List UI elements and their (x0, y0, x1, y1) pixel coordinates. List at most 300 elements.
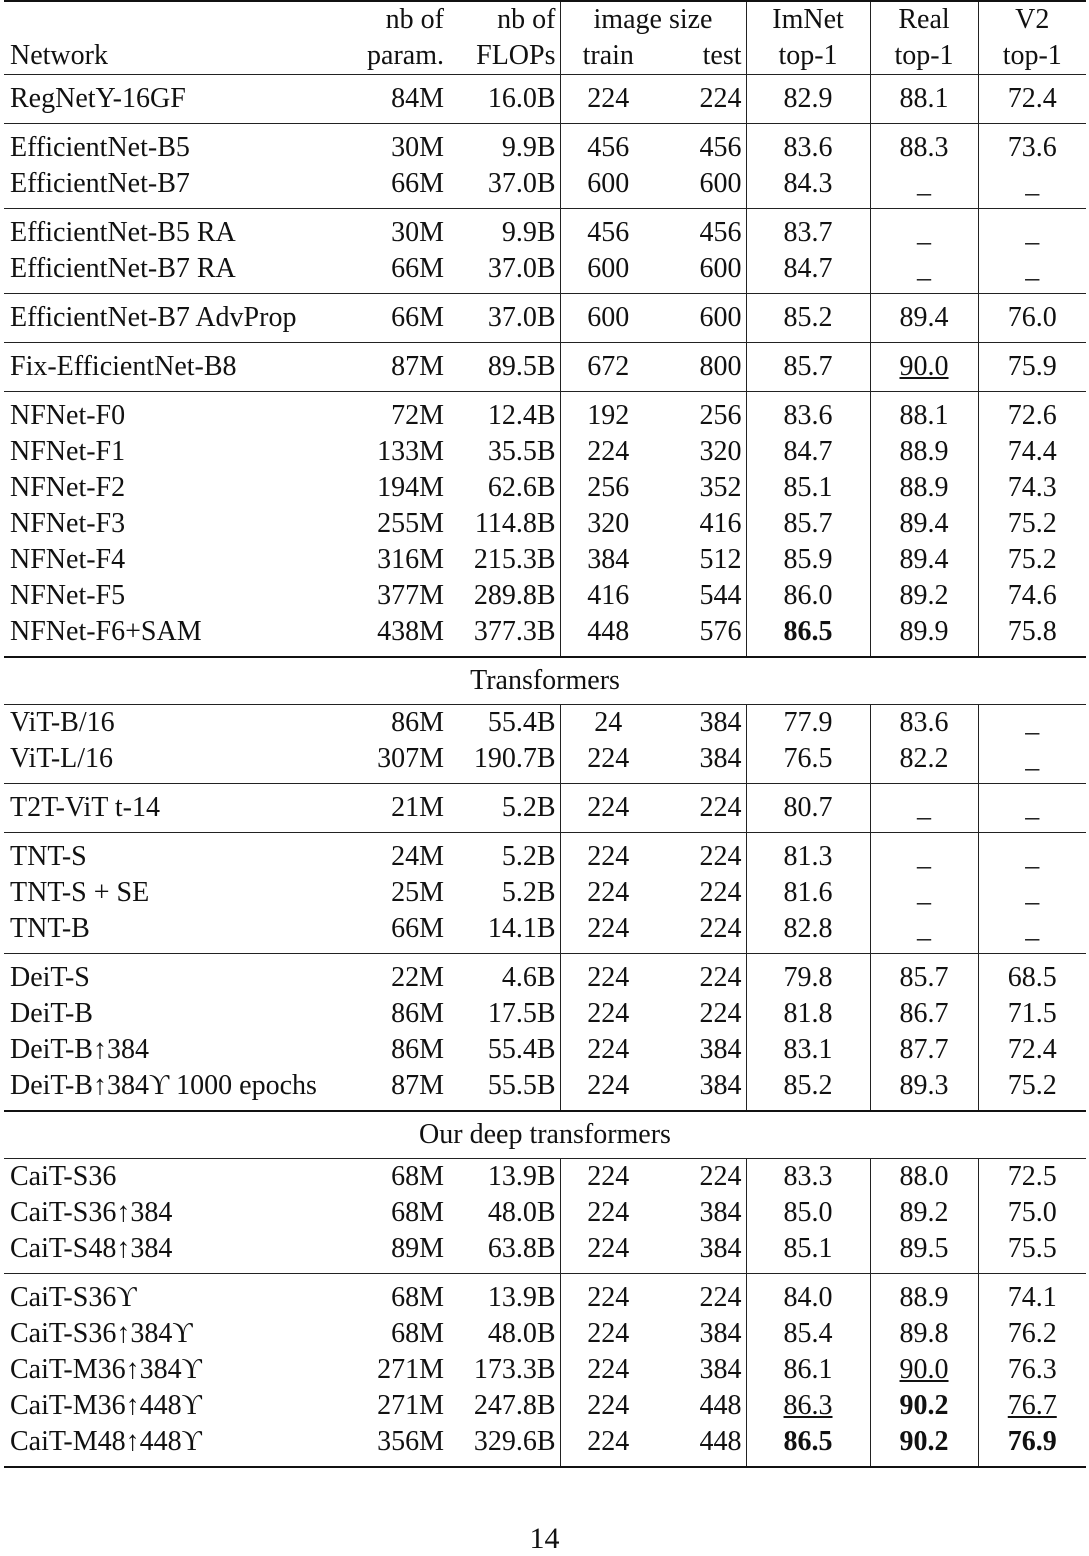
table-row (4, 392, 1086, 435)
table-row (4, 954, 1086, 997)
table-row (4, 578, 1086, 614)
train-size-cell: 416 (560, 578, 656, 614)
table-row (4, 75, 1086, 124)
real-top1-cell: 89.4 (870, 294, 978, 343)
params-cell: 66M (391, 913, 444, 944)
imnet-top1-cell: 84.3 (746, 166, 870, 209)
imnet-top1-cell: 85.2 (746, 1068, 870, 1111)
flops-cell: 13.9B (448, 1274, 560, 1317)
flops-cell: 377.3B (473, 616, 556, 647)
imnet-top1-cell: 81.8 (746, 996, 870, 1032)
train-size-cell: 384 (560, 542, 656, 578)
imnet-top1-cell: 86.5 (746, 614, 870, 657)
real-top1-cell: 90.2 (870, 1388, 978, 1424)
params-cell: 66M (391, 253, 444, 284)
table-row (4, 1159, 1086, 1196)
v2-top1-cell: 73.6 (978, 124, 1086, 167)
v2-top1-cell: 76.0 (978, 294, 1086, 343)
train-size-cell: 224 (560, 1032, 656, 1068)
network-cell: TNT-B (10, 913, 90, 944)
real-top1-cell: _ (870, 875, 978, 911)
imnet-top1-cell: 85.1 (746, 1231, 870, 1274)
real-top1-cell: 89.8 (870, 1316, 978, 1352)
table-row (4, 741, 1086, 784)
test-size-cell: 456 (656, 209, 746, 252)
network-cell: TNT-S (4, 833, 348, 876)
imnet-top1-cell: 86.1 (746, 1352, 870, 1388)
test-size-cell: 416 (699, 508, 742, 539)
flops-cell: 289.8B (473, 580, 556, 611)
network-cell: CaiT-S36↑384 (10, 1197, 173, 1228)
section-header-row (4, 1111, 1086, 1159)
real-top1-cell: 88.9 (870, 1274, 978, 1317)
table-row (4, 911, 1086, 954)
imnet-top1-cell: 85.1 (746, 470, 870, 506)
params-cell: 194M (377, 472, 444, 503)
flops-cell: 63.8B (487, 1233, 556, 1264)
real-top1-cell: 89.5 (870, 1231, 978, 1274)
network-cell: EfficientNet-B7 (10, 168, 190, 199)
params-cell: 66M (391, 168, 444, 199)
params-cell: 30M (348, 124, 448, 167)
test-size-cell: 456 (656, 124, 746, 167)
table-row (4, 784, 1086, 833)
network-cell: EfficientNet-B5 RA (4, 209, 348, 252)
header-row-top (4, 1, 1086, 38)
flops-cell: 37.0B (487, 168, 556, 199)
network-cell: CaiT-M36↑448ϒ (10, 1390, 202, 1421)
v2-top1-cell: _ (978, 251, 1086, 294)
page-number: 14 (529, 1522, 560, 1555)
params-cell: 87M (391, 1070, 444, 1101)
real-top1-cell: 85.7 (870, 954, 978, 997)
train-size-cell: 224 (560, 1274, 656, 1317)
test-size-cell: 352 (699, 472, 742, 503)
flops-cell: 190.7B (473, 743, 556, 774)
real-top1-cell: 88.0 (870, 1159, 978, 1196)
flops-cell: 48.0B (487, 1318, 556, 1349)
imnet-top1-cell: 79.8 (746, 954, 870, 997)
train-size-cell: 224 (560, 1316, 656, 1352)
v2-top1-cell: 74.4 (978, 434, 1086, 470)
real-top1-cell: 89.3 (870, 1068, 978, 1111)
v2-top1-cell: 68.5 (978, 954, 1086, 997)
flops-cell: 4.6B (448, 954, 560, 997)
real-top1-cell: _ (870, 209, 978, 252)
imnet-top1-cell: 85.0 (746, 1195, 870, 1231)
params-cell: 30M (348, 209, 448, 252)
network-cell: EfficientNet-B7 RA (10, 253, 236, 284)
test-size-cell: 448 (699, 1390, 742, 1421)
test-size-cell: 224 (656, 833, 746, 876)
train-size-cell: 600 (560, 166, 656, 209)
flops-cell: 9.9B (448, 124, 560, 167)
params-cell: 25M (391, 877, 444, 908)
table-row (4, 294, 1086, 343)
table-row (4, 1032, 1086, 1068)
params-cell: 271M (377, 1354, 444, 1385)
flops-cell: 13.9B (487, 1161, 556, 1192)
test-size-cell: 384 (699, 1197, 742, 1228)
network-cell: NFNet-F3 (10, 508, 126, 539)
real-top1-cell: _ (870, 166, 978, 209)
flops-cell: 55.4B (487, 1034, 556, 1065)
params-cell: 86M (391, 707, 444, 738)
flops-cell: 329.6B (448, 1424, 560, 1467)
network-cell: RegNetY-16GF (4, 75, 348, 124)
real-top1-cell: 89.2 (870, 578, 978, 614)
test-size-cell: 384 (699, 1034, 742, 1065)
imnet-top1-cell: 85.7 (746, 506, 870, 542)
header-test: test (702, 40, 742, 71)
v2-top1-cell: 75.0 (978, 1195, 1086, 1231)
v2-top1-cell: 75.2 (978, 1068, 1086, 1111)
flops-cell: 89.5B (448, 343, 560, 392)
train-size-cell: 224 (560, 954, 656, 997)
flops-cell: 5.2B (501, 877, 556, 908)
network-cell: CaiT-S36 (10, 1161, 117, 1192)
train-size-cell: 224 (560, 1352, 656, 1388)
flops-cell: 14.1B (487, 913, 556, 944)
table-row (4, 209, 1086, 252)
v2-top1-cell: 75.8 (978, 614, 1086, 657)
imnet-top1-cell: 85.9 (746, 542, 870, 578)
network-cell: DeiT-B↑384ϒ 1000 epochs (10, 1070, 317, 1101)
imnet-top1-cell: 85.4 (746, 1316, 870, 1352)
table-row (4, 705, 1086, 742)
network-cell: CaiT-S48↑384 (10, 1233, 173, 1264)
params-cell: 255M (377, 508, 444, 539)
params-cell: 72M (348, 392, 448, 435)
flops-cell: 37.0B (448, 294, 560, 343)
v2-top1-cell: 75.5 (978, 1231, 1086, 1274)
params-cell: 68M (348, 1274, 448, 1317)
params-cell: 89M (391, 1233, 444, 1264)
params-cell: 68M (391, 1318, 444, 1349)
imnet-top1-cell: 82.8 (746, 911, 870, 954)
network-cell: Fix-EfficientNet-B8 (4, 343, 348, 392)
v2-top1-cell: 76.7 (978, 1388, 1086, 1424)
table-row (4, 996, 1086, 1032)
real-top1-cell: 90.2 (870, 1424, 978, 1467)
table-row (4, 1068, 1086, 1111)
train-size-cell: 24 (560, 705, 656, 742)
network-cell: CaiT-M36↑384ϒ (10, 1354, 202, 1385)
header-params-top: nb of (348, 1, 448, 38)
train-size-cell: 224 (560, 996, 656, 1032)
results-table-container (4, 0, 1086, 1468)
test-size-cell: 384 (699, 1233, 742, 1264)
train-size-cell: 192 (560, 392, 656, 435)
v2-top1-cell: 75.2 (978, 506, 1086, 542)
network-cell: NFNet-F0 (4, 392, 348, 435)
v2-top1-cell: _ (978, 875, 1086, 911)
header-real-bot: top-1 (870, 38, 978, 75)
table-row (4, 251, 1086, 294)
flops-cell: 48.0B (487, 1197, 556, 1228)
table-row (4, 1316, 1086, 1352)
network-cell: DeiT-B↑384 (10, 1034, 149, 1065)
test-size-cell: 224 (699, 998, 742, 1029)
imnet-top1-cell: 83.7 (746, 209, 870, 252)
network-cell: T2T-ViT t-14 (4, 784, 348, 833)
test-size-cell: 224 (699, 913, 742, 944)
v2-top1-cell: 76.3 (978, 1352, 1086, 1388)
v2-top1-cell: 71.5 (978, 996, 1086, 1032)
train-size-cell: 224 (560, 784, 656, 833)
params-cell: 22M (348, 954, 448, 997)
test-size-cell: 224 (656, 784, 746, 833)
table-body (4, 75, 1086, 1468)
real-top1-cell: _ (870, 784, 978, 833)
network-cell: NFNet-F4 (10, 544, 126, 575)
imnet-top1-cell: 86.0 (746, 578, 870, 614)
table-row (4, 166, 1086, 209)
table-row (4, 1195, 1086, 1231)
table-row (4, 833, 1086, 876)
train-size-cell: 224 (560, 1388, 656, 1424)
imnet-top1-cell: 81.6 (746, 875, 870, 911)
table-row (4, 506, 1086, 542)
real-top1-cell: _ (870, 833, 978, 876)
params-cell: 68M (391, 1161, 444, 1192)
header-imnet-top: ImNet (746, 1, 870, 38)
real-top1-cell: 88.3 (870, 124, 978, 167)
header-network: Network (10, 40, 108, 71)
params-cell: 356M (348, 1424, 448, 1467)
network-cell: EfficientNet-B7 AdvProp (4, 294, 348, 343)
params-cell: 377M (377, 580, 444, 611)
header-flops-bot: FLOPs (476, 40, 556, 71)
v2-top1-cell: 72.4 (978, 1032, 1086, 1068)
flops-cell: 62.6B (487, 472, 556, 503)
real-top1-cell: _ (870, 251, 978, 294)
imnet-top1-cell: 85.2 (746, 294, 870, 343)
table-row (4, 1424, 1086, 1467)
network-cell: CaiT-M48↑448ϒ (4, 1424, 348, 1467)
params-cell: 24M (348, 833, 448, 876)
imnet-top1-cell: 81.3 (746, 833, 870, 876)
imnet-top1-cell: 80.7 (746, 784, 870, 833)
imnet-top1-cell: 77.9 (746, 705, 870, 742)
imnet-top1-cell: 84.7 (746, 251, 870, 294)
train-size-cell: 448 (560, 614, 656, 657)
imnet-top1-cell: 83.6 (746, 124, 870, 167)
v2-top1-cell: 76.2 (978, 1316, 1086, 1352)
network-cell: TNT-S + SE (10, 877, 150, 908)
train-size-cell: 256 (560, 470, 656, 506)
v2-top1-cell: _ (978, 705, 1086, 742)
params-cell: 86M (391, 998, 444, 1029)
header-v2-top: V2 (978, 1, 1086, 38)
test-size-cell: 512 (699, 544, 742, 575)
header-train: train (560, 38, 656, 75)
train-size-cell: 224 (560, 1159, 656, 1196)
train-size-cell: 224 (560, 1424, 656, 1467)
section-title: Transformers (4, 657, 1086, 705)
v2-top1-cell: 76.9 (978, 1424, 1086, 1467)
imnet-top1-cell: 86.5 (746, 1424, 870, 1467)
flops-cell: 35.5B (487, 436, 556, 467)
train-size-cell: 224 (560, 741, 656, 784)
train-size-cell: 224 (560, 1195, 656, 1231)
flops-cell: 247.8B (473, 1390, 556, 1421)
params-cell: 271M (377, 1390, 444, 1421)
header-real-top: Real (870, 1, 978, 38)
flops-cell: 12.4B (448, 392, 560, 435)
flops-cell: 37.0B (487, 253, 556, 284)
train-size-cell: 456 (560, 209, 656, 252)
params-cell: 307M (377, 743, 444, 774)
imnet-top1-cell: 82.9 (746, 75, 870, 124)
real-top1-cell: 88.1 (870, 75, 978, 124)
table-row (4, 470, 1086, 506)
v2-top1-cell: _ (978, 911, 1086, 954)
v2-top1-cell: _ (978, 209, 1086, 252)
real-top1-cell: 88.1 (870, 392, 978, 435)
train-size-cell: 224 (560, 1231, 656, 1274)
flops-cell: 114.8B (474, 508, 556, 539)
v2-top1-cell: 74.1 (978, 1274, 1086, 1317)
test-size-cell: 384 (699, 743, 742, 774)
flops-cell: 215.3B (473, 544, 556, 575)
network-cell: CaiT-S36↑384ϒ (10, 1318, 193, 1349)
table-row (4, 434, 1086, 470)
real-top1-cell: 86.7 (870, 996, 978, 1032)
test-size-cell: 384 (699, 1318, 742, 1349)
train-size-cell: 600 (560, 294, 656, 343)
test-size-cell: 224 (656, 75, 746, 124)
test-size-cell: 384 (699, 1354, 742, 1385)
params-cell: 438M (377, 616, 444, 647)
params-cell: 68M (391, 1197, 444, 1228)
train-size-cell: 224 (560, 434, 656, 470)
real-top1-cell: 88.9 (870, 434, 978, 470)
real-top1-cell: 87.7 (870, 1032, 978, 1068)
section-header-row (4, 657, 1086, 705)
network-cell: NFNet-F2 (10, 472, 126, 503)
train-size-cell: 224 (560, 833, 656, 876)
params-cell: 316M (377, 544, 444, 575)
params-cell: 21M (348, 784, 448, 833)
network-cell: NFNet-F1 (10, 436, 126, 467)
header-flops-top: nb of (448, 1, 560, 38)
header-params-bot: param. (367, 40, 444, 71)
test-size-cell: 600 (699, 168, 742, 199)
flops-cell: 5.2B (448, 784, 560, 833)
flops-cell: 5.2B (448, 833, 560, 876)
table-row (4, 1388, 1086, 1424)
test-size-cell: 576 (699, 616, 742, 647)
params-cell: 84M (348, 75, 448, 124)
test-size-cell: 600 (656, 294, 746, 343)
test-size-cell: 224 (656, 1274, 746, 1317)
train-size-cell: 224 (560, 875, 656, 911)
table-row (4, 542, 1086, 578)
train-size-cell: 600 (560, 251, 656, 294)
imnet-top1-cell: 83.6 (746, 392, 870, 435)
params-cell: 87M (348, 343, 448, 392)
v2-top1-cell: 74.6 (978, 578, 1086, 614)
params-cell: 133M (377, 436, 444, 467)
test-size-cell: 224 (699, 877, 742, 908)
train-size-cell: 320 (560, 506, 656, 542)
test-size-cell: 600 (699, 253, 742, 284)
train-size-cell: 224 (560, 1068, 656, 1111)
train-size-cell: 672 (560, 343, 656, 392)
section-title: Our deep transformers (4, 1111, 1086, 1159)
flops-cell: 55.4B (487, 707, 556, 738)
v2-top1-cell: 75.9 (978, 343, 1086, 392)
v2-top1-cell: 75.2 (978, 542, 1086, 578)
table-row (4, 614, 1086, 657)
v2-top1-cell: 74.3 (978, 470, 1086, 506)
imnet-top1-cell: 84.0 (746, 1274, 870, 1317)
real-top1-cell: 89.9 (870, 614, 978, 657)
v2-top1-cell: _ (978, 741, 1086, 784)
table-row (4, 1352, 1086, 1388)
network-cell: NFNet-F5 (10, 580, 126, 611)
train-size-cell: 224 (560, 75, 656, 124)
imnet-top1-cell: 83.1 (746, 1032, 870, 1068)
network-cell: NFNet-F6+SAM (10, 616, 202, 647)
test-size-cell: 224 (656, 954, 746, 997)
test-size-cell: 256 (656, 392, 746, 435)
network-cell: CaiT-S36ϒ (4, 1274, 348, 1317)
header-image-size: image size (560, 1, 746, 38)
test-size-cell: 384 (699, 707, 742, 738)
table-row (4, 875, 1086, 911)
train-size-cell: 456 (560, 124, 656, 167)
real-top1-cell: 89.4 (870, 506, 978, 542)
header-v2-bot: top-1 (978, 38, 1086, 75)
real-top1-cell: 90.0 (870, 1352, 978, 1388)
test-size-cell: 384 (699, 1070, 742, 1101)
real-top1-cell: 90.0 (870, 343, 978, 392)
v2-top1-cell: 72.5 (978, 1159, 1086, 1196)
test-size-cell: 800 (656, 343, 746, 392)
params-cell: 66M (348, 294, 448, 343)
imnet-top1-cell: 86.3 (746, 1388, 870, 1424)
v2-top1-cell: 72.4 (978, 75, 1086, 124)
header-imnet-bot: top-1 (746, 38, 870, 75)
flops-cell: 17.5B (487, 998, 556, 1029)
test-size-cell: 544 (699, 580, 742, 611)
network-cell: DeiT-S (4, 954, 348, 997)
imnet-top1-cell: 76.5 (746, 741, 870, 784)
network-cell: EfficientNet-B5 (4, 124, 348, 167)
test-size-cell: 320 (699, 436, 742, 467)
network-cell: ViT-B/16 (10, 707, 115, 738)
imnet-top1-cell: 84.7 (746, 434, 870, 470)
network-cell: ViT-L/16 (10, 743, 114, 774)
results-table (4, 0, 1086, 1468)
table-row (4, 1231, 1086, 1274)
flops-cell: 55.5B (487, 1070, 556, 1101)
table-row (4, 1274, 1086, 1317)
flops-cell: 9.9B (448, 209, 560, 252)
v2-top1-cell: _ (978, 833, 1086, 876)
real-top1-cell: 89.2 (870, 1195, 978, 1231)
real-top1-cell: 83.6 (870, 705, 978, 742)
real-top1-cell: 82.2 (870, 741, 978, 784)
v2-top1-cell: 72.6 (978, 392, 1086, 435)
v2-top1-cell: _ (978, 784, 1086, 833)
real-top1-cell: _ (870, 911, 978, 954)
real-top1-cell: 88.9 (870, 470, 978, 506)
real-top1-cell: 89.4 (870, 542, 978, 578)
imnet-top1-cell: 83.3 (746, 1159, 870, 1196)
